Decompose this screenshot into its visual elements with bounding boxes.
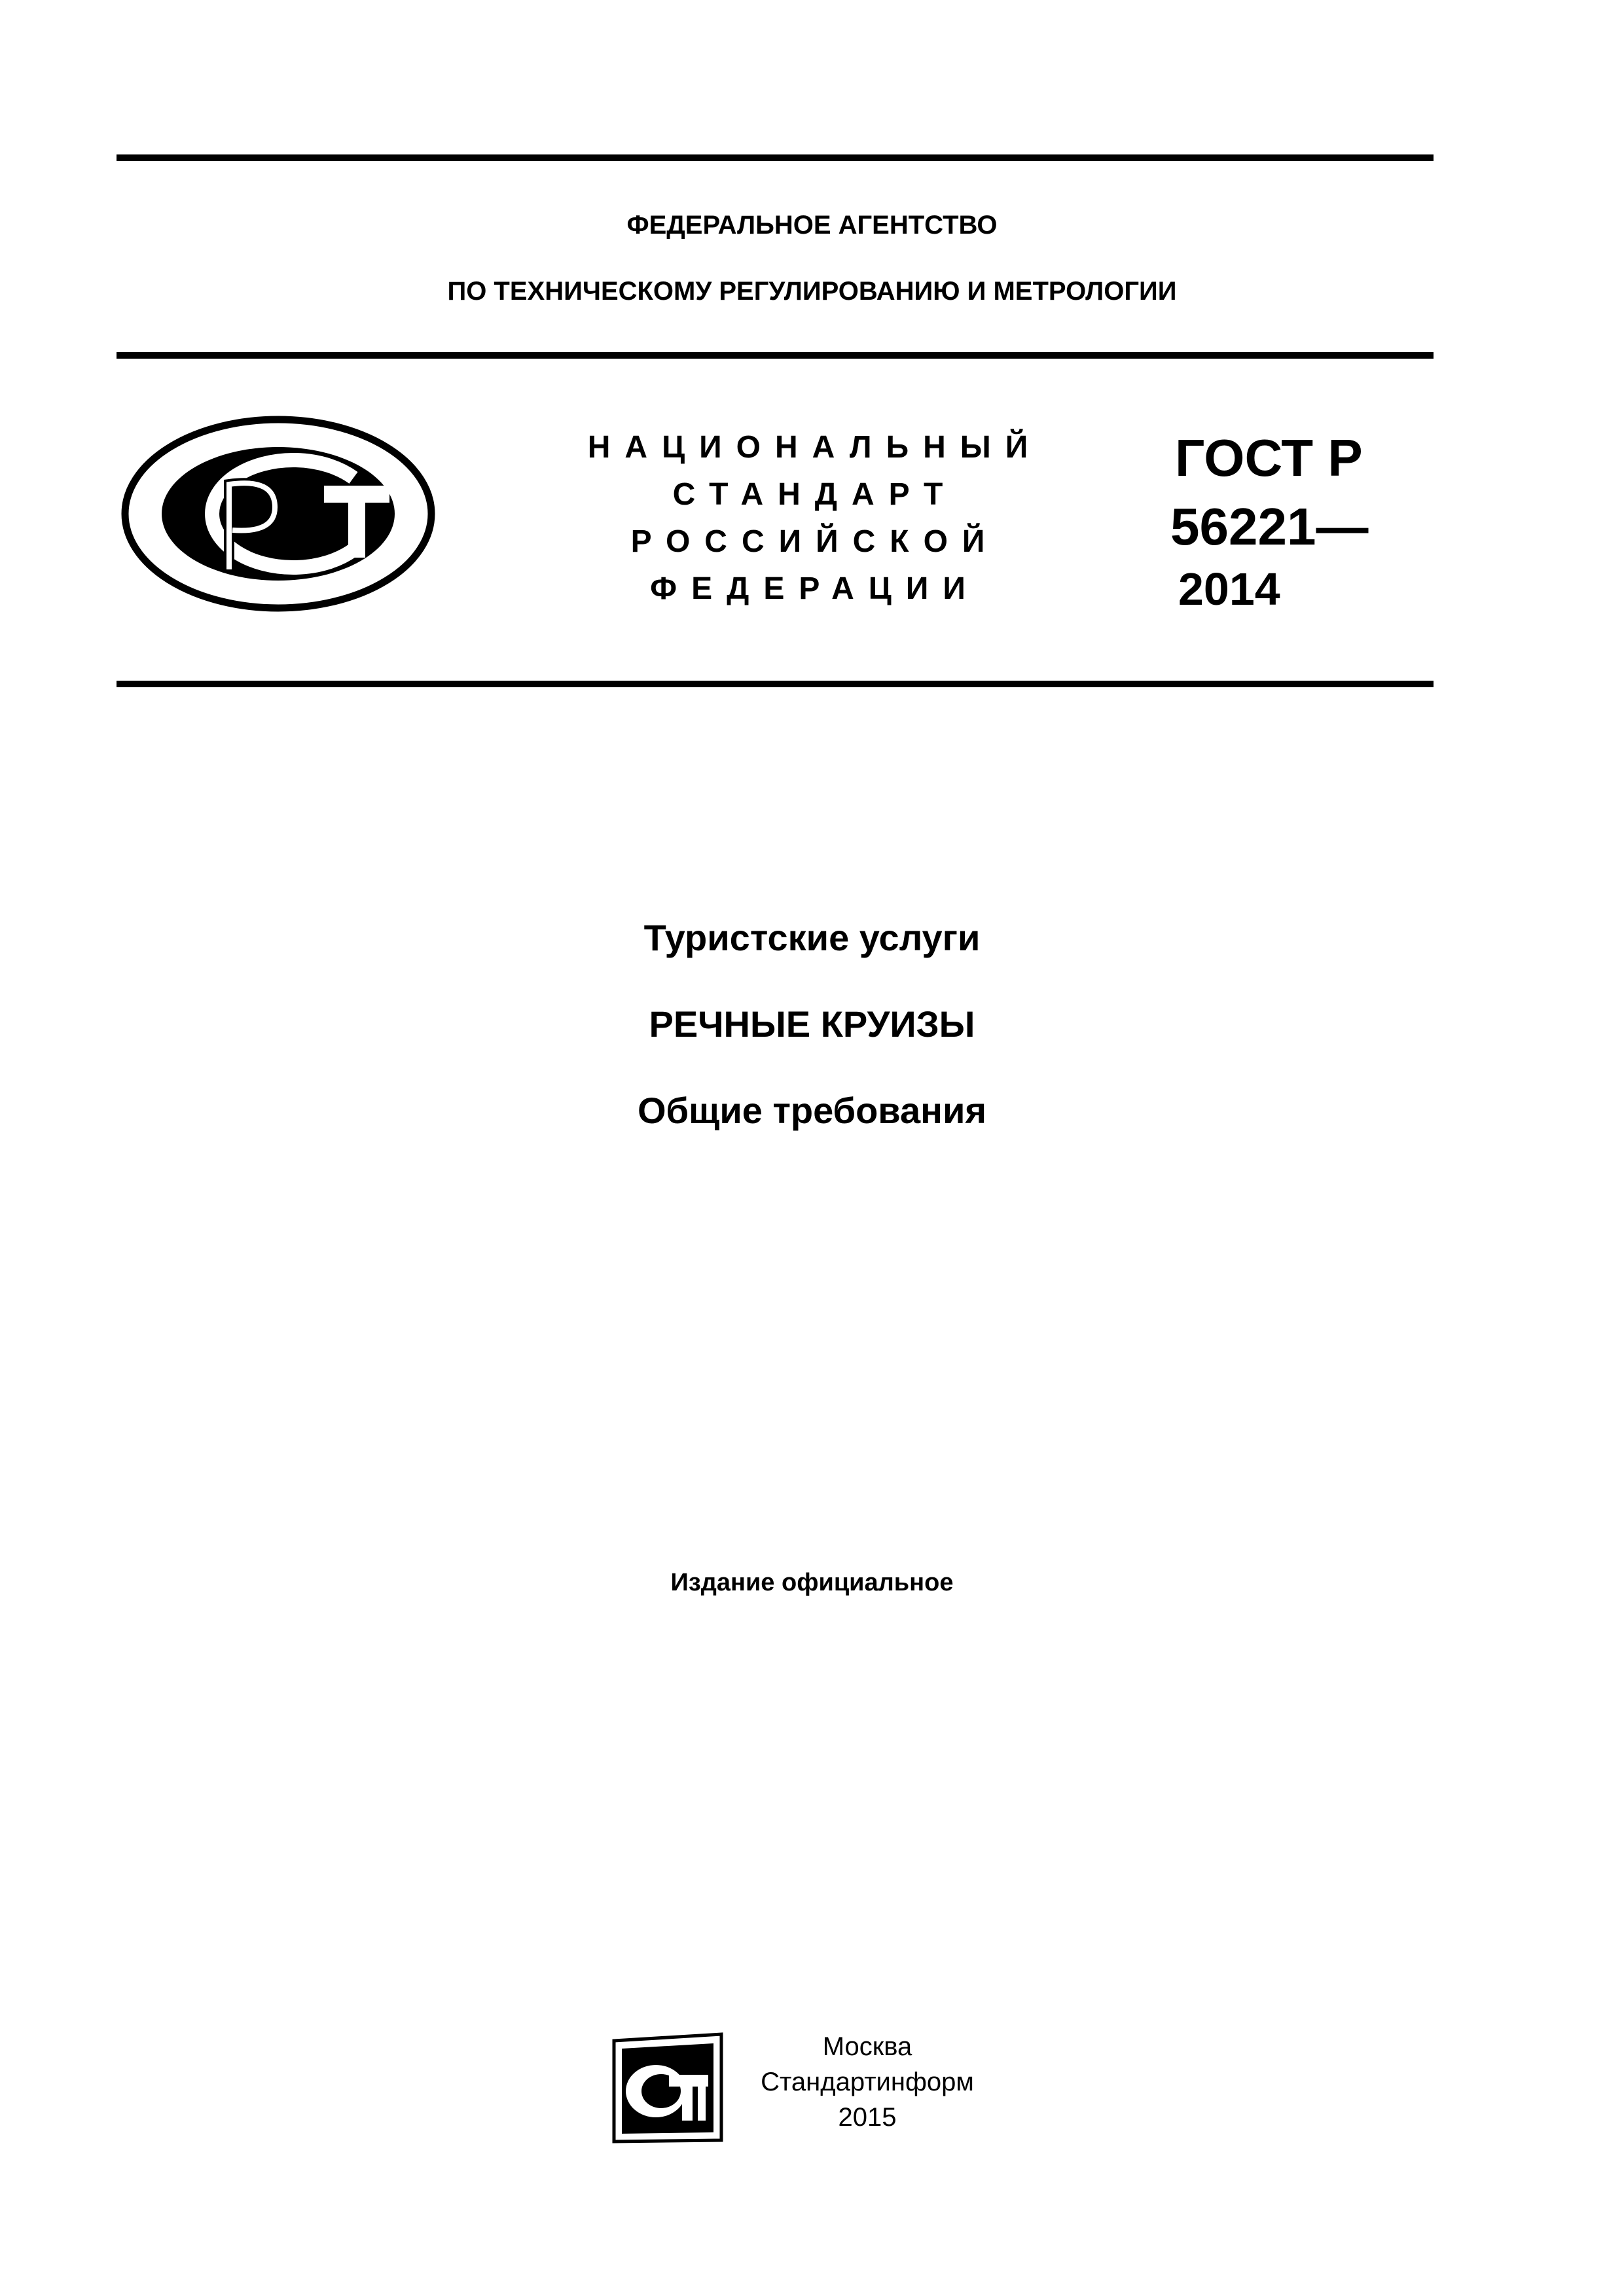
title-line-3: Общие требования bbox=[637, 1090, 987, 1131]
top-rule bbox=[117, 154, 1434, 161]
gost-designation-line-2: 56221— bbox=[1170, 497, 1369, 556]
edition-label: Издание официальное bbox=[670, 1569, 954, 1596]
agency-line-2: ПО ТЕХНИЧЕСКОМУ РЕГУЛИРОВАНИЮ И МЕТРОЛОГИИ bbox=[447, 277, 1177, 306]
national-standard-text bbox=[576, 424, 1054, 613]
national-line-1: НАЦИОНАЛЬНЫЙ bbox=[587, 430, 1043, 465]
publisher-city: Москва bbox=[822, 2032, 912, 2061]
agency-line-1: ФЕДЕРАЛЬНОЕ АГЕНТСТВО bbox=[626, 211, 998, 240]
national-line-4: ФЕДЕРАЦИИ bbox=[650, 571, 980, 606]
title-line-2: РЕЧНЫЕ КРУИЗЫ bbox=[649, 1003, 975, 1045]
rst-logo bbox=[118, 412, 439, 615]
title-line-1: Туристские услуги bbox=[643, 917, 981, 958]
publisher-block bbox=[720, 2029, 1015, 2135]
national-line-3: РОССИЙСКОЙ bbox=[630, 524, 1000, 559]
national-line-2: СТАНДАРТ bbox=[672, 477, 958, 512]
header-rule bbox=[117, 352, 1434, 359]
standartinform-logo bbox=[609, 2029, 727, 2147]
publisher-year: 2015 bbox=[838, 2103, 897, 2132]
gost-designation-line-1: ГОСТ Р bbox=[1175, 429, 1363, 487]
standard-rule bbox=[117, 681, 1434, 687]
gost-designation-line-3: 2014 bbox=[1178, 564, 1280, 615]
publisher-name: Стандартинформ bbox=[761, 2068, 974, 2096]
